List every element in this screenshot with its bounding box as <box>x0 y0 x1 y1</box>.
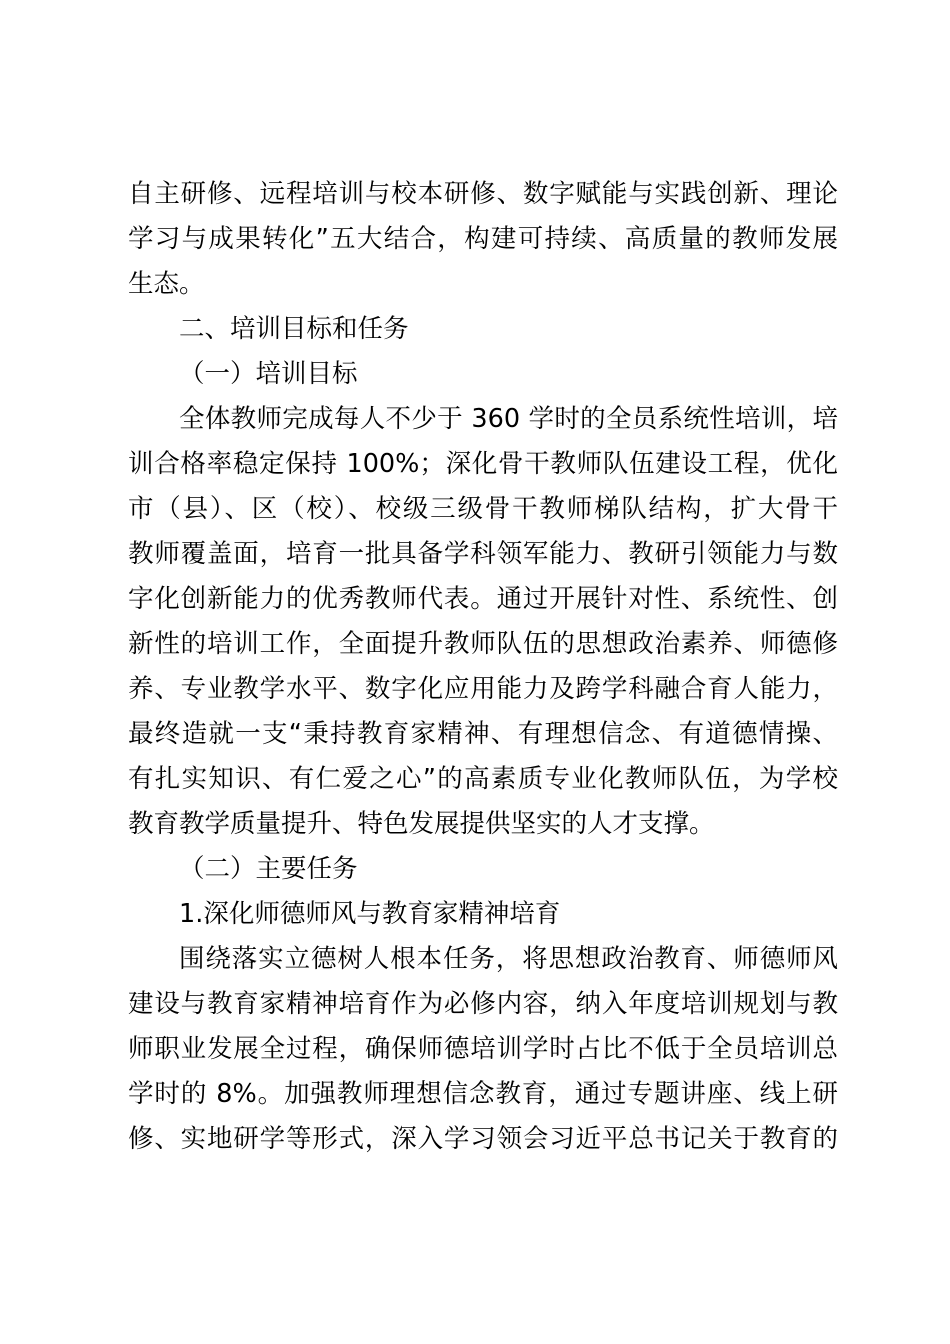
text-line: 市（县）、区（校）、校级三级骨干教师梯队结构，扩大骨干 <box>128 494 838 524</box>
paragraph-end-line: 生态。 <box>128 269 205 299</box>
text-line: 修、实地研学等形式，深入学习领会习近平总书记关于教育的 <box>128 1124 838 1154</box>
text-line: 字化创新能力的优秀教师代表。通过开展针对性、系统性、创 <box>128 584 838 614</box>
text-line: 学习与成果转化”五大结合，构建可持续、高质量的教师发展 <box>128 224 838 254</box>
section-heading: 二、培训目标和任务 <box>179 314 409 344</box>
text-line: 建设与教育家精神培育作为必修内容，纳入年度培训规划与教 <box>128 989 838 1019</box>
text-line: 有扎实知识、有仁爱之心”的高素质专业化教师队伍，为学校 <box>128 764 838 794</box>
subsection-heading: （一）培训目标 <box>179 359 358 389</box>
text-line: 养、专业教学水平、数字化应用能力及跨学科融合育人能力， <box>128 674 838 704</box>
item-heading: 1.深化师德师风与教育家精神培育 <box>179 899 561 929</box>
paragraph-first-line: 全体教师完成每人不少于 360 学时的全员系统性培训，培 <box>179 404 838 434</box>
text-line: 自主研修、远程培训与校本研修、数字赋能与实践创新、理论 <box>128 179 838 209</box>
text-line: 新性的培训工作，全面提升教师队伍的思想政治素养、师德修 <box>128 629 838 659</box>
paragraph-first-line: 围绕落实立德树人根本任务，将思想政治教育、师德师风 <box>179 944 838 974</box>
text-line: 训合格率稳定保持 100%；深化骨干教师队伍建设工程，优化 <box>128 449 838 479</box>
text-line: 学时的 8%。加强教师理想信念教育，通过专题讲座、线上研 <box>128 1079 838 1109</box>
subsection-heading: （二）主要任务 <box>179 854 358 884</box>
text-line: 最终造就一支“秉持教育家精神、有理想信念、有道德情操、 <box>128 719 838 749</box>
text-line: 师职业发展全过程，确保师德培训学时占比不低于全员培训总 <box>128 1034 838 1064</box>
text-line: 教师覆盖面，培育一批具备学科领军能力、教研引领能力与数 <box>128 539 838 569</box>
paragraph-end-line: 教育教学质量提升、特色发展提供坚实的人才支撑。 <box>128 809 715 839</box>
